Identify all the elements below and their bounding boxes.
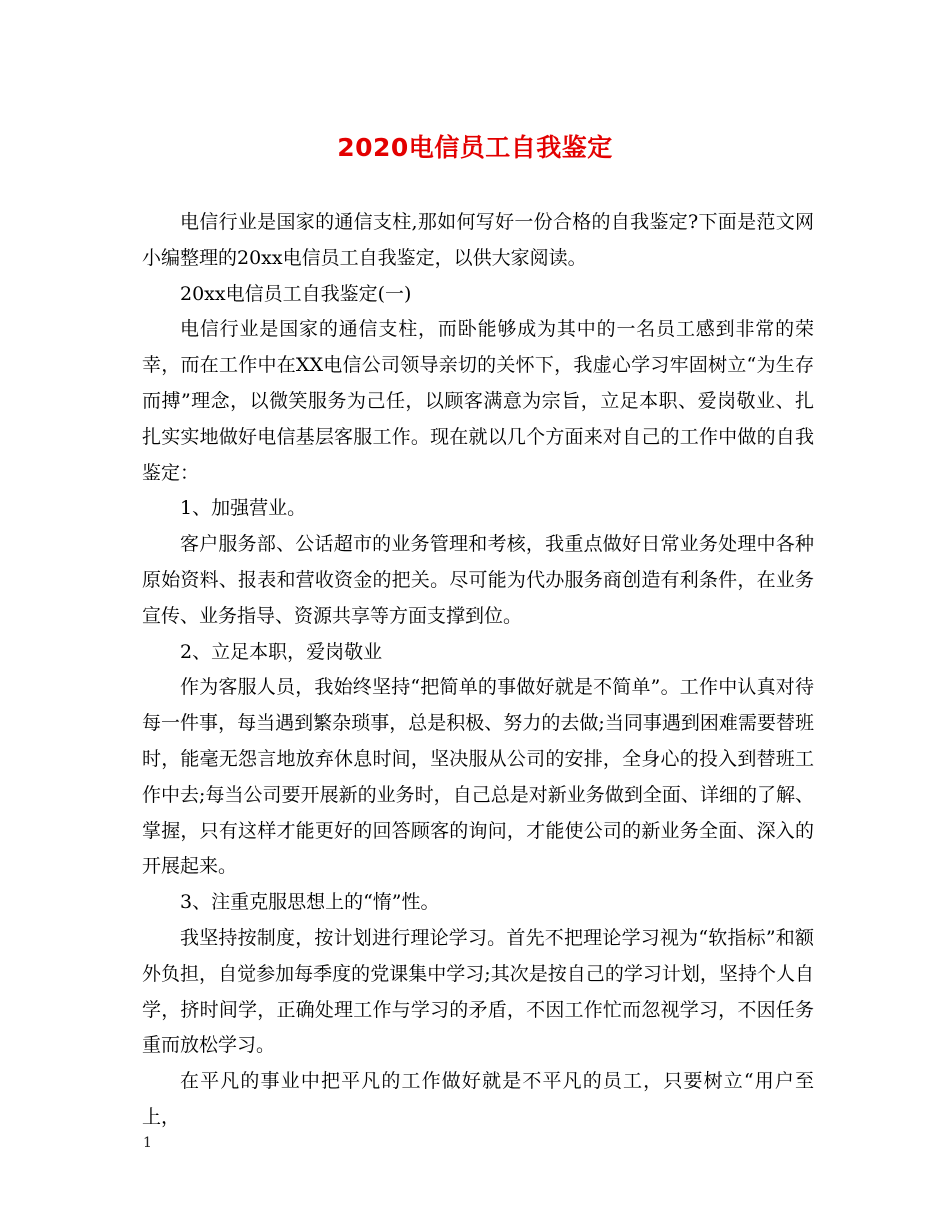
paragraph-section-heading: 20xx电信员工自我鉴定(一) (180, 282, 412, 305)
paragraph: 我坚持按制度，按计划进行理论学习。首先不把理论学习视为“软指标”和额外负担，自觉参加每季度的党课集中学习;其次是按自己的学习计划，坚持个人自学，挤时间学，正确处理工作与学习的矛盾，不因工作忙而忽视学习，不因任务重而放松学习。 (142, 926, 814, 1057)
page-number: 1 (143, 1135, 152, 1151)
paragraph: 客户服务部、公话超市的业务管理和考核，我重点做好日常业务处理中各种原始资料、报表和营收资金的把关。尽可能为代办服务商创造有利条件，在业务宣传、业务指导、资源共享等方面支撑到位。 (142, 533, 814, 627)
document-title: 2020电信员工自我鉴定 (337, 133, 613, 162)
document-body (142, 205, 814, 1136)
paragraph-intro: 电信行业是国家的通信支柱,那如何写好一份合格的自我鉴定?下面是范文网小编整理的20xx电信员工自我鉴定，以供大家阅读。 (142, 211, 814, 269)
paragraph: 电信行业是国家的通信支柱，而卧能够成为其中的一名员工感到非常的荣幸，而在工作中在XX电信公司领导亲切的关怀下，我虚心学习牢固树立“为生存而搏”理念，以微笑服务为己任，以顾客满意为宗旨，立足本职、爱岗敬业、扎扎实实地做好电信基层客服工作。现在就以几个方面来对自己的工作中做的自我鉴定： (142, 318, 814, 484)
paragraph-item-heading: 2、立足本职，爱岗敬业 (180, 640, 383, 663)
paragraph: 在平凡的事业中把平凡的工作做好就是不平凡的员工，只要树立“用户至上， (142, 1070, 814, 1128)
paragraph: 作为客服人员，我始终坚持“把简单的事做好就是不简单”。工作中认真对待每一件事，每当遇到繁杂琐事，总是积极、努力的去做;当同事遇到困难需要替班时，能毫无怨言地放弃休息时间，坚决服从公司的安排，全身心的投入到替班工作中去;每当公司要开展新的业务时，自己总是对新业务做到全面、详细的了解、掌握，只有这样才能更好的回答顾客的询问，才能使公司的新业务全面、深入的开展起来。 (142, 676, 814, 878)
paragraph-item-heading: 1、加强营业。 (180, 497, 307, 520)
paragraph-item-heading: 3、注重克服思想上的“惰”性。 (180, 891, 440, 914)
